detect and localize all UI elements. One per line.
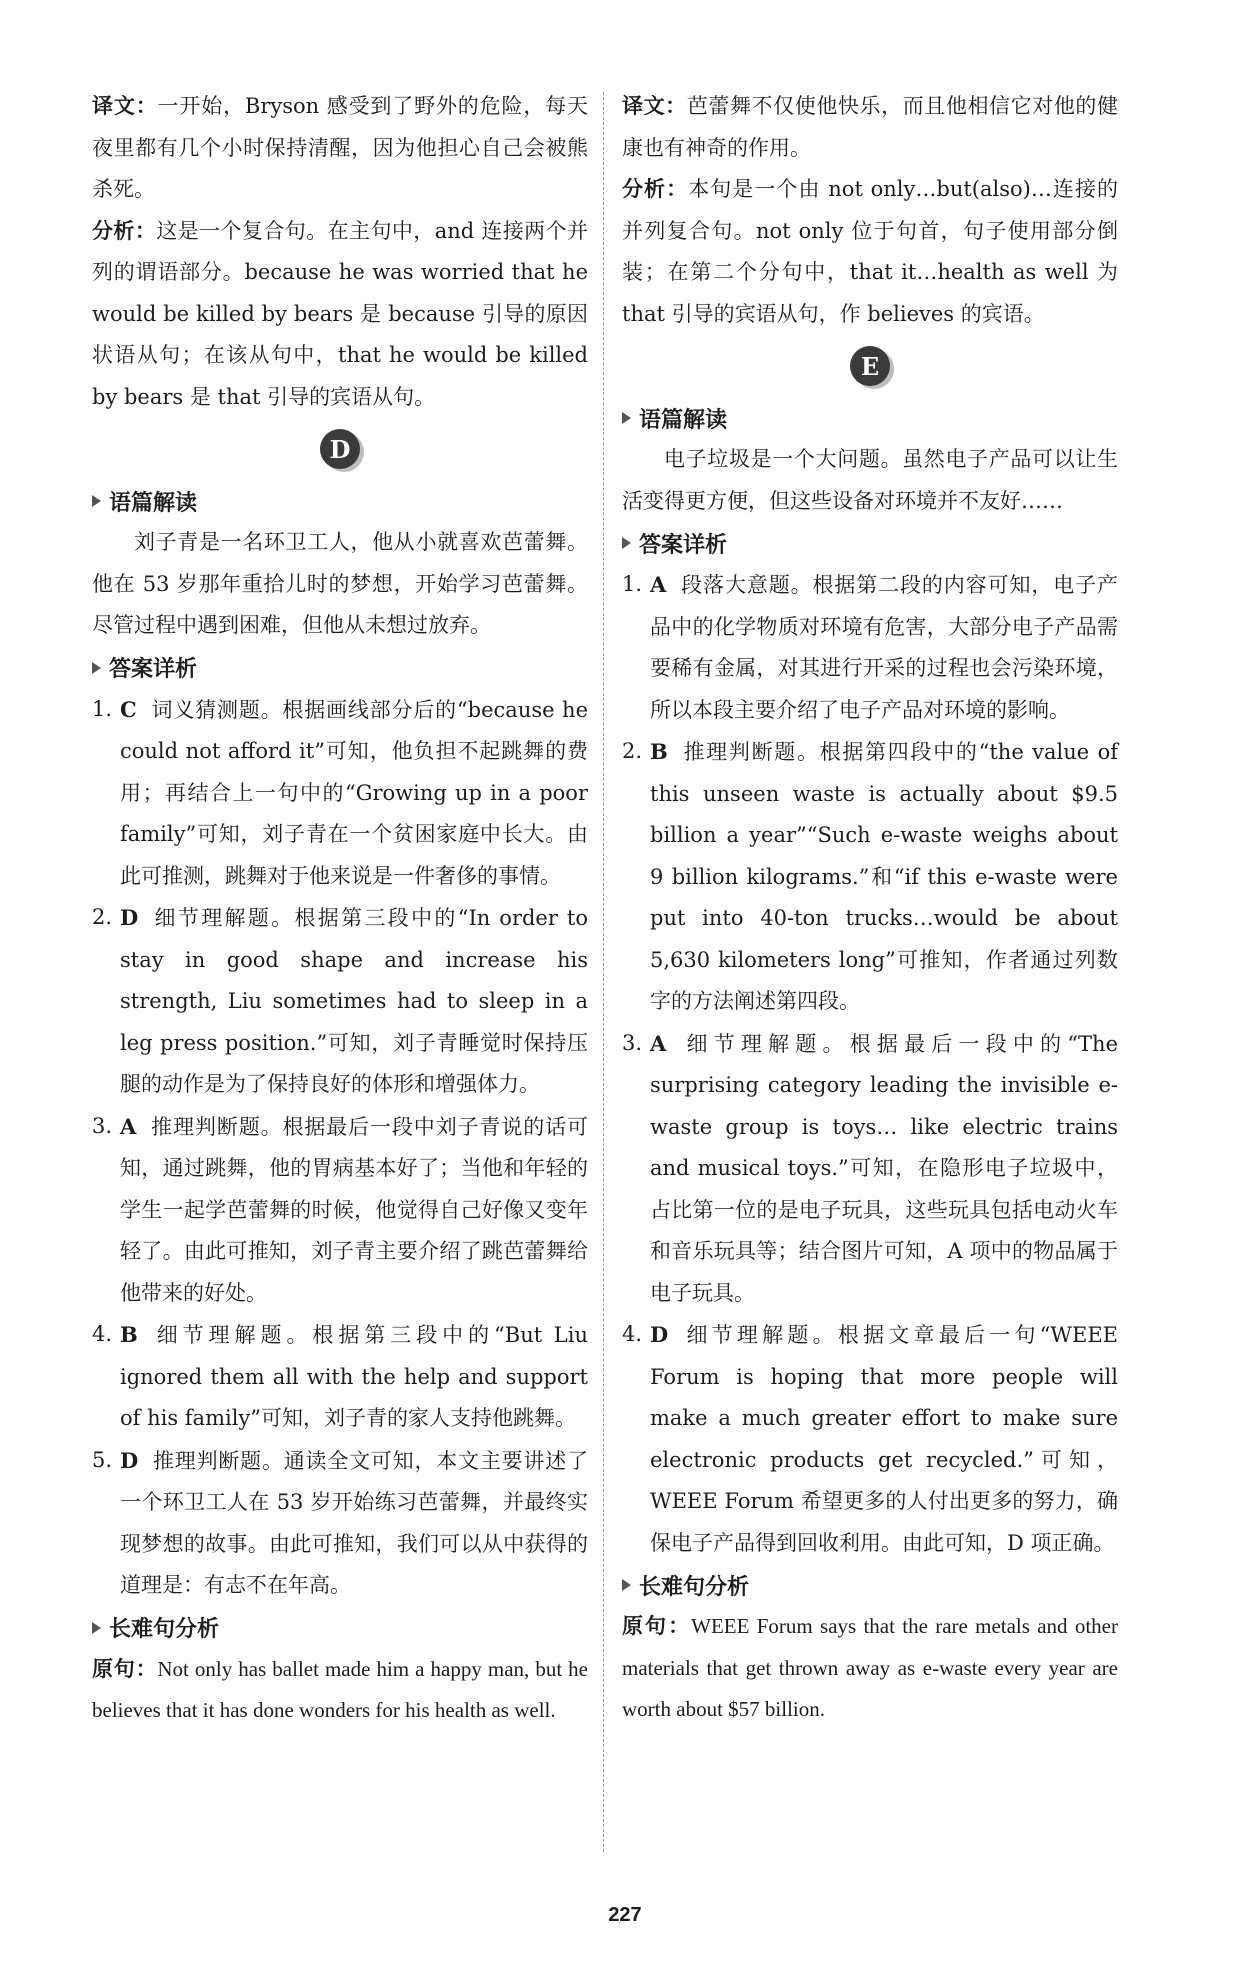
sentence-analysis-heading [92,1607,588,1649]
answer-number: 2. [622,739,643,763]
sentence-analysis-heading-text: 长难句分析 [639,1574,750,1600]
original-label: 原句： [622,1614,692,1638]
analysis-paragraph [92,211,588,419]
answer-explanation: 细节理解题。根据第三段中的“But Liu ignored them all with the help and support of his family”可知，刘子青的家人支持他跳舞。 [120,1323,588,1430]
answer-number: 1. [92,696,113,721]
answer-number: 4. [622,1322,643,1346]
original-text: WEEE Forum says that the rare metals and other materials that get thrown away as e-waste every year are worth about $57 billion. [622,1614,1118,1721]
answer-letter: D [120,905,139,930]
triangle-bullet-icon [622,537,631,549]
reading-summary: 刘子青是一名环卫工人，他从小就喜欢芭蕾舞。他在 53 岁那年重拾儿时的梦想，开始学习芭蕾舞。尽管过程中遇到困难，但他从未想过放弃。 [92,530,588,637]
original-sentence [622,1606,1118,1731]
reading-heading-text: 语篇解读 [639,407,728,433]
answer-letter: B [120,1322,138,1347]
analysis-label: 分析： [92,218,157,243]
answer-letter: A [650,1030,667,1056]
left-column [92,86,588,1732]
original-text: Not only has ballet made him a happy man, but he believes that it has done wonders for his health as well. [92,1656,589,1722]
analysis-label: 分析： [622,177,689,201]
answers-heading [92,647,588,689]
answers-heading-text: 答案详析 [109,657,198,682]
original-label: 原句： [92,1656,158,1681]
section-e-badge: E [850,346,890,386]
answer-item [92,1440,588,1607]
answer-item [92,897,588,1106]
answer-letter: C [120,696,137,722]
answer-item [92,1314,588,1440]
answer-explanation: 细节理解题。根据第三段中的“In order to stay in good shape and increase his strength, Liu sometimes had to sleep in a leg press position.”可知，刘子青睡觉时保持压腿的动作是为了保持良好的体形和增强体力。 [120,906,588,1096]
answer-number: 2. [92,905,113,929]
right-column [622,86,1118,1731]
reading-heading [92,480,588,522]
sentence-analysis-heading [622,1564,1118,1606]
answers-heading [622,522,1118,564]
reading-summary: 电子垃圾是一个大问题。虽然电子产品可以让生活变得更方便，但这些设备对环境并不友好…… [622,447,1118,513]
answer-number: 5. [92,1447,113,1472]
answer-item [622,564,1118,731]
answer-item [622,1314,1118,1564]
triangle-bullet-icon [622,412,631,424]
triangle-bullet-icon [622,1579,631,1591]
answer-explanation: 段落大意题。根据第二段的内容可知，电子产品中的化学物质对环境有危害，大部分电子产品需要稀有金属，对其进行开采的过程也会污染环境，所以本段主要介绍了电子产品对环境的影响。 [650,573,1118,722]
answer-letter: D [120,1447,139,1473]
section-d-badge: D [320,429,360,469]
answer-explanation: 推理判断题。根据最后一段中刘子青说的话可知，通过跳舞，他的胃病基本好了；当他和年轻的学生一起学芭蕾舞的时候，他觉得自己好像又变年轻了。由此可推知，刘子青主要介绍了跳芭蕾舞给他带来的好处。 [120,1114,588,1305]
translation-text: 芭蕾舞不仅使他快乐，而且他相信它对他的健康也有神奇的作用。 [622,94,1119,160]
translation-paragraph [92,86,588,211]
translation-label: 译文： [622,94,687,118]
section-e-badge-wrap [622,335,1118,397]
answer-number: 3. [92,1113,113,1138]
answer-explanation: 词义猜测题。根据画线部分后的“because he could not afford it”可知，他负担不起跳舞的费用；再结合上一句中的“Growing up in a poor family”可知，刘子青在一个贫困家庭中长大。由此可推测，跳舞对于他来说是一件奢侈的事情。 [120,697,588,888]
answer-number: 4. [92,1322,113,1346]
answer-letter: D [650,1322,669,1347]
answer-letter: A [120,1113,137,1139]
answer-explanation: 推理判断题。根据第四段中的“the value of this unseen waste is actually about $9.5 billion a year”“Such e-waste weighs about 9 billion kilograms.”和“if this e-waste were put into 40-ton trucks…would be about 5,630 kilometers long”可推知，作者通过列数字的方法阐述第四段。 [650,740,1118,1013]
reading-heading [622,397,1118,439]
answers-heading-text: 答案详析 [639,532,728,558]
answer-letter: B [650,739,668,764]
translation-paragraph [622,86,1118,169]
answer-explanation: 推理判断题。通读全文可知，本文主要讲述了一个环卫工人在 53 岁开始练习芭蕾舞，并最终实现梦想的故事。由此可推知，我们可以从中获得的道理是：有志不在年高。 [120,1448,588,1597]
answer-explanation: 细节理解题。根据最后一段中的“The surprising category leading the invisible e-waste group is toys… like electric trains and musical toys.”可知，在隐形电子垃圾中，占比第一位的是电子玩具，这些玩具包括电动火车和音乐玩具等；结合图片可知，A 项中的物品属于电子玩具。 [650,1031,1118,1305]
analysis-text: 这是一个复合句。在主句中，and 连接两个并列的谓语部分。because he was worried that he would be killed by bears 是 because 引导的原因状语从句；在该从句中，that he would be killed by bears 是 that 引导的宾语从句。 [92,218,588,409]
answer-number: 1. [622,572,643,596]
triangle-bullet-icon [92,1622,101,1634]
triangle-bullet-icon [92,495,101,507]
answer-letter: A [650,572,667,597]
analysis-text: 本句是一个由 not only…but(also)…连接的并列复合句。not only 位于句首，句子使用部分倒装；在第二个分句中，that it…health as well 为 that 引导的宾语从句，作 believes 的宾语。 [622,177,1119,326]
analysis-paragraph [622,169,1118,335]
translation-text: 一开始，Bryson 感受到了野外的危险，每天夜里都有几个小时保持清醒，因为他担心自己会被熊杀死。 [92,94,589,201]
answer-number: 3. [622,1030,643,1055]
column-divider [603,92,604,1852]
answer-item [622,731,1118,1023]
original-sentence [92,1649,588,1732]
answer-item [92,1106,588,1315]
triangle-bullet-icon [92,662,101,674]
translation-label: 译文： [92,94,158,118]
answer-item [622,1023,1118,1315]
reading-heading-text: 语篇解读 [109,490,198,516]
answer-explanation: 细节理解题。根据文章最后一句“WEEE Forum is hoping that more people will make a much greater effort to make sure electronic products get recycled.”可知，WEEE Forum 希望更多的人付出更多的努力，确保电子产品得到回收利用。由此可知，D 项正确。 [650,1323,1118,1555]
page-number: 227 [608,1904,642,1926]
sentence-analysis-heading-text: 长难句分析 [109,1617,220,1642]
section-d-badge-wrap [92,418,588,480]
answer-item [92,689,588,898]
